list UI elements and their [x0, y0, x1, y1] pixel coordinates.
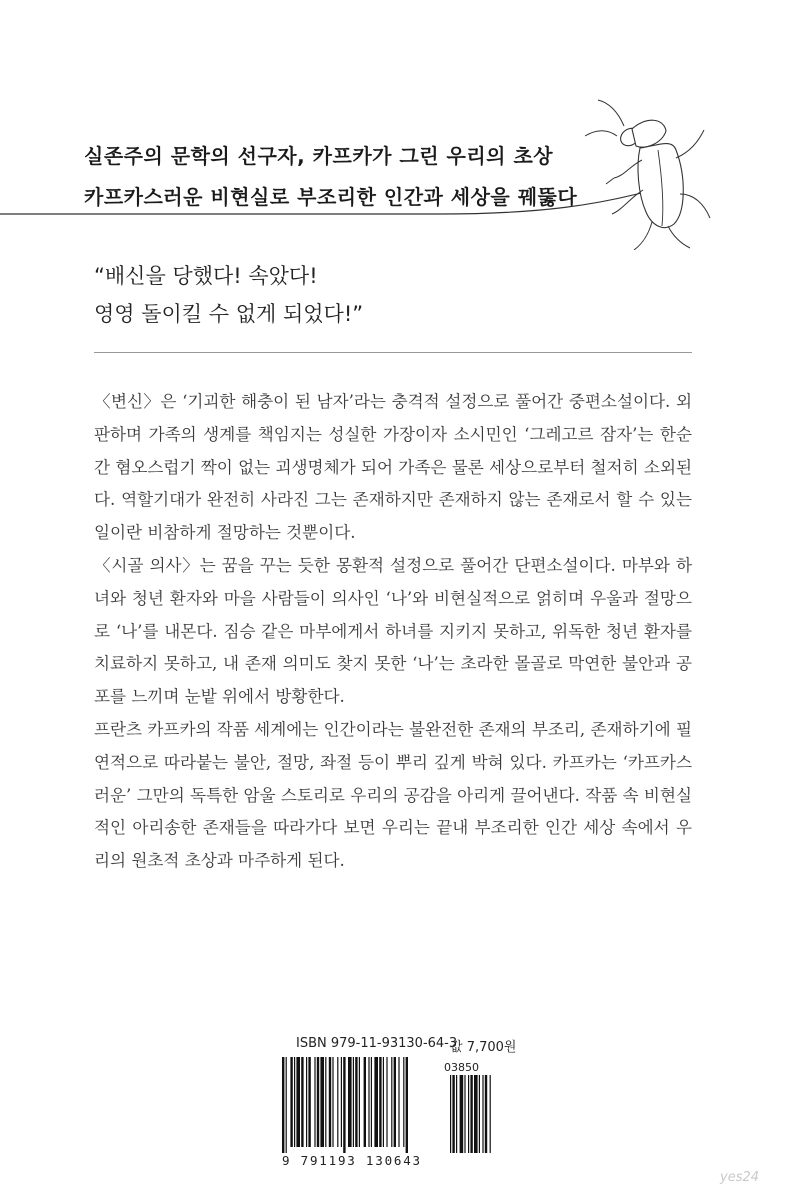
barcode-bar — [379, 1057, 381, 1147]
barcode-bar — [398, 1057, 399, 1147]
barcode-bar — [368, 1057, 369, 1147]
barcode-bar — [332, 1057, 333, 1147]
barcode-addon-bar — [450, 1075, 451, 1153]
barcode-bar — [348, 1057, 352, 1147]
barcode-bar — [374, 1057, 378, 1147]
barcode-bar — [317, 1057, 319, 1147]
watermark: yes24 — [720, 1170, 760, 1185]
barcode-bar — [343, 1057, 345, 1153]
barcode-bar — [371, 1057, 372, 1147]
barcode-addon-number: 03850 — [444, 1061, 479, 1074]
barcode-digits: 9 791193 130643 — [282, 1153, 422, 1168]
barcode-addon-bar — [452, 1075, 454, 1153]
barcode-bar — [320, 1057, 324, 1147]
barcode-bar — [325, 1057, 326, 1147]
barcode-addon-bar — [482, 1075, 483, 1153]
isbn-label: ISBN 979-11-93130-64-3 — [296, 1036, 458, 1051]
barcode-bar — [294, 1057, 295, 1147]
barcode-bar — [391, 1057, 392, 1147]
barcode-bar — [308, 1057, 310, 1147]
barcode-bar — [394, 1057, 396, 1147]
barcode-bar — [301, 1057, 303, 1147]
barcode-bar — [286, 1057, 287, 1153]
tagline-2: 카프카스러운 비현실로 부조리한 인간과 세상을 꿰뚫다 — [84, 185, 578, 209]
barcode-addon-bar — [479, 1075, 480, 1153]
price-label: 값 7,700원 — [450, 1040, 517, 1055]
barcode-addon-bar — [474, 1075, 478, 1153]
barcode-bar — [290, 1057, 292, 1147]
barcode-bar — [406, 1057, 408, 1153]
barcode-bar — [296, 1057, 300, 1147]
barcode-addon-bar — [485, 1075, 487, 1153]
barcode-bar — [329, 1057, 331, 1147]
barcode-bar — [364, 1057, 366, 1147]
barcode-bar — [403, 1057, 404, 1147]
barcode-bar — [314, 1057, 315, 1147]
barcode-addon-bar — [456, 1075, 457, 1153]
barcode-addon-bar — [470, 1075, 472, 1153]
barcode-addon-bar — [464, 1075, 465, 1153]
quote-line-2: 영영 돌이킬 수 없게 되었다!” — [94, 302, 364, 326]
barcode-bar — [353, 1057, 354, 1147]
barcode-bar — [355, 1057, 357, 1147]
synopsis-paragraph-metamorphosis: 〈변신〉은 ‘기괴한 해충이 된 남자’라는 충격적 설정으로 풀어간 중편소설이다. 외판하며 가족의 생계를 책임지는 성실한 가장이자 소시민인 ‘그레고르 잠자’는 한순간 혐오스럽기 짝이 없는 괴생명체가 되어 가족은 물론 세상으로부터 철저히 소외된다. 역할기대가 완전히 사라진 그는 존재하지만 존재하지 않는 존재로서 할 수 있는 일이란 비참하게 절망하는 것뿐이다. — [94, 392, 693, 543]
barcode-bar — [282, 1057, 284, 1153]
barcode-bar — [383, 1057, 384, 1147]
barcode-bar — [359, 1057, 360, 1147]
synopsis — [94, 386, 692, 878]
quote-line-1: “배신을 당했다! 속았다! — [94, 264, 318, 288]
divider — [94, 352, 692, 353]
barcode-bar — [337, 1057, 338, 1147]
barcode-bar — [306, 1057, 307, 1147]
barcode-addon-bar — [468, 1075, 469, 1153]
synopsis-paragraph-country-doctor: 〈시골 의사〉는 꿈을 꾸는 듯한 몽환적 설정으로 풀어간 단편소설이다. 마부와 하녀와 청년 환자와 마을 사람들이 의사인 ‘나’와 비현실적으로 얽히며 우울과 절망으로 ‘나’를 내몬다. 짐승 같은 마부에게서 하녀를 지키지 못하고, 위독한 청년 환자를 치료하지 못하고, 내 존재 의미도 찾지 못한 ‘나’는 초라한 몰골로 막연한 불안과 공포를 느끼며 눈밭 위에서 방황한다. — [94, 555, 692, 707]
beetle-icon — [0, 90, 788, 250]
barcode-addon-bar — [490, 1075, 491, 1153]
barcode-bar — [341, 1057, 342, 1147]
barcode-addon-bar — [460, 1075, 464, 1153]
barcode-bar — [386, 1057, 387, 1147]
tagline-1: 실존주의 문학의 선구자, 카프카가 그린 우리의 초상 — [84, 144, 554, 168]
synopsis-paragraph-kafka: 프란츠 카프카의 작품 세계에는 인간이라는 불완전한 존재의 부조리, 존재하기에 필연적으로 따라붙는 불안, 절망, 좌절 등이 뿌리 깊게 박혀 있다. 카프카는 ‘카프카스러운’ 그만의 독특한 암울 스토리로 우리의 공감을 아리게 끌어낸다. 작품 속 비현실적인 아리송한 존재들을 따라가다 보면 우리는 끝내 부조리한 인간 세상 속에서 우리의 원초적 초상과 마주하게 된다. — [94, 719, 692, 871]
